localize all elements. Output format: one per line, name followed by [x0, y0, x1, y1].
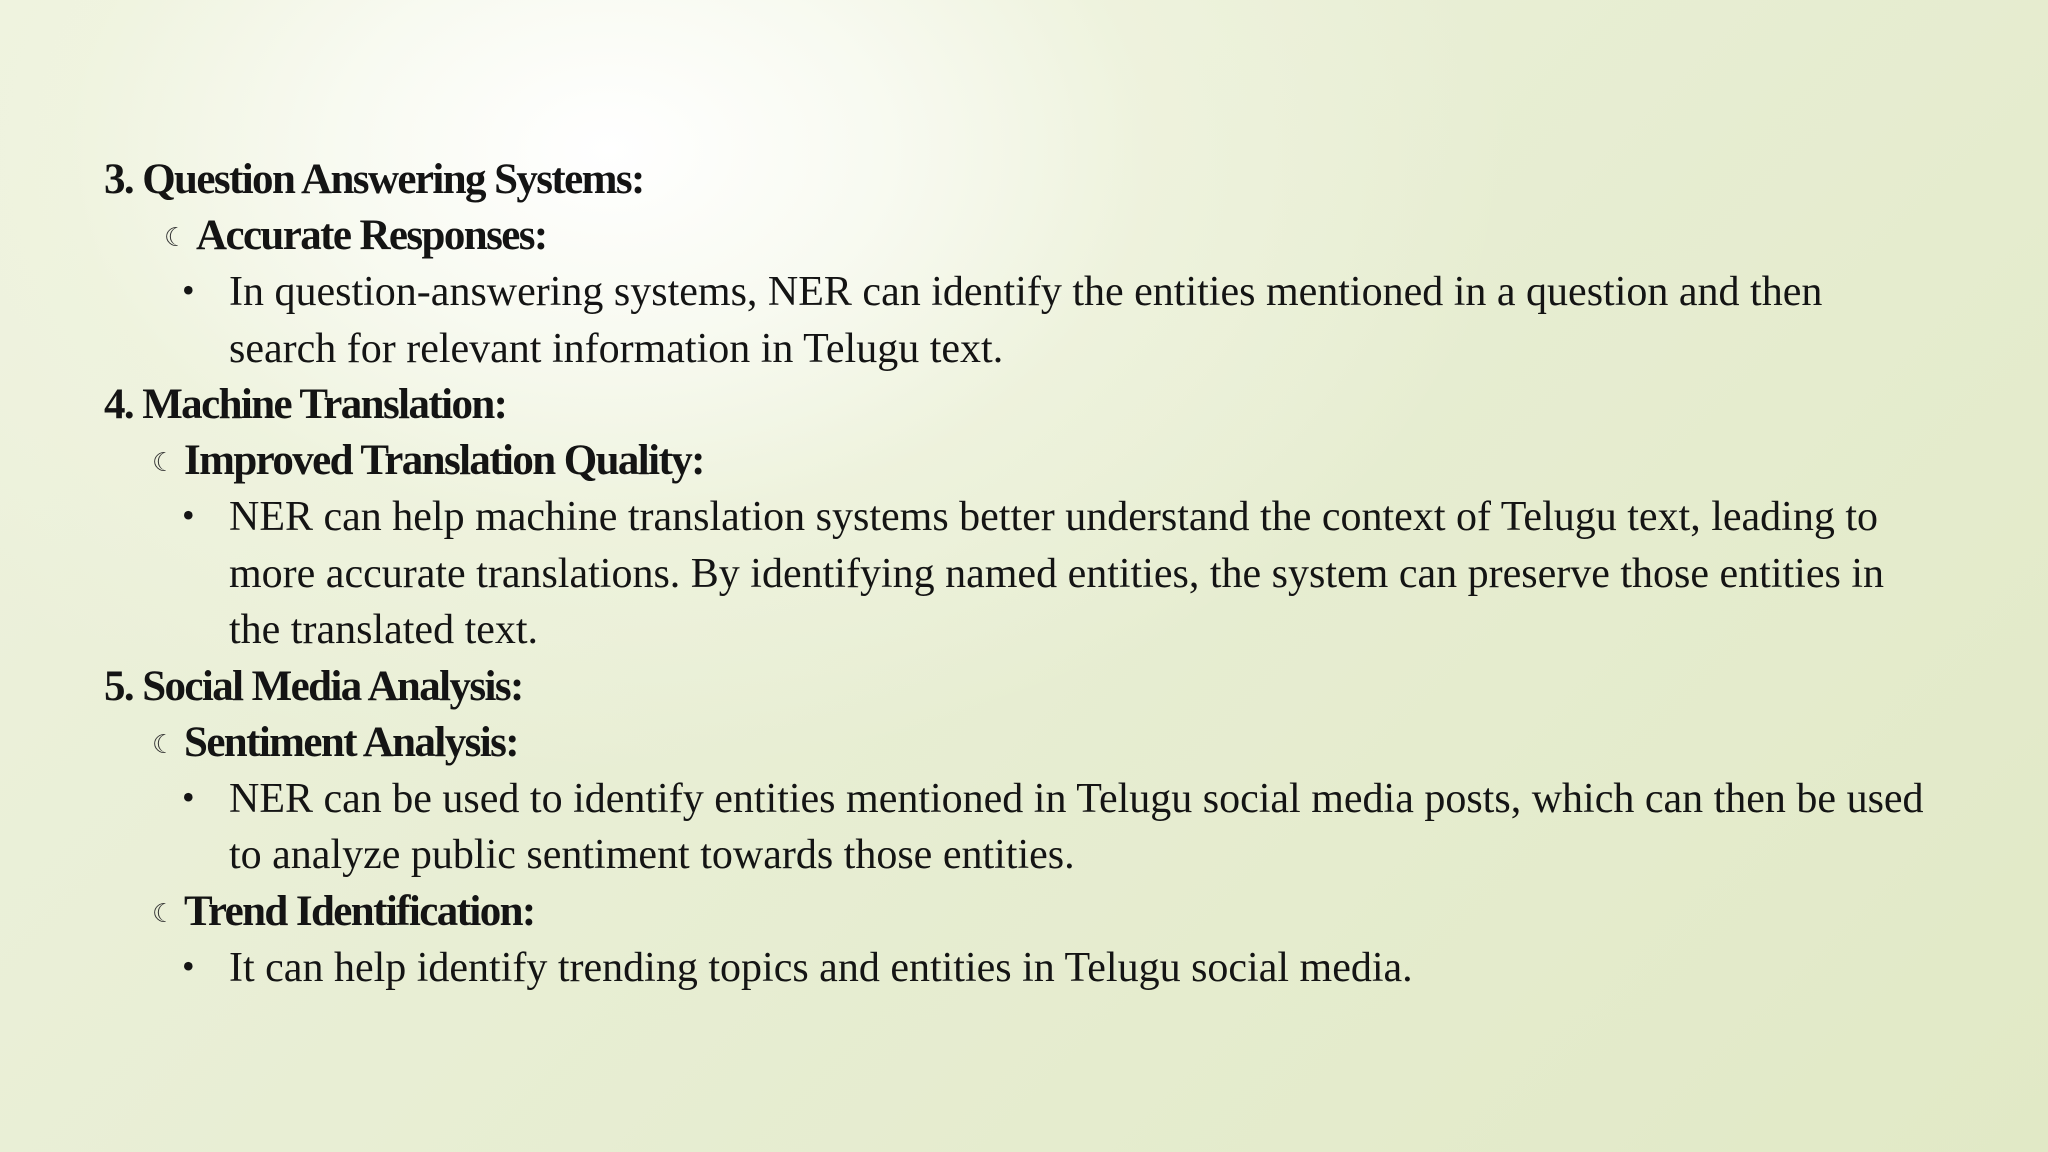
bullet-icon: • — [182, 270, 195, 310]
section-heading: 5. Social Media Analysis: — [104, 662, 523, 710]
bullet-item — [104, 771, 1934, 884]
bullet-text: NER can be used to identify entities mentioned in Telugu social media posts, which can then be used to analyze public sentiment towards those entities. — [229, 775, 1924, 878]
slide-content — [104, 152, 2004, 996]
subsection-title-text: Improved Translation Quality: — [184, 437, 704, 484]
bullet-text: In question-answering systems, NER can identify the entities mentioned in a question and then search for relevant information in Telugu text. — [229, 269, 1823, 372]
crescent-moon-icon: ☾ — [152, 448, 174, 477]
bullet-text: It can help identify trending topics and entities in Telugu social media. — [229, 944, 1413, 991]
bullet-icon: • — [182, 945, 195, 986]
section-question-answering — [104, 152, 2004, 377]
section-machine-translation — [104, 377, 2004, 659]
section-social-media-analysis — [104, 659, 2004, 997]
crescent-moon-icon: ☾ — [164, 223, 186, 252]
bullet-item — [104, 489, 1934, 659]
crescent-moon-icon: ☾ — [152, 898, 174, 928]
section-heading: 3. Question Answering Systems: — [104, 156, 644, 203]
bullet-icon: • — [182, 776, 195, 817]
subsection-title-text: Sentiment Analysis: — [184, 718, 518, 766]
subsection-title-text: Trend Identification: — [184, 887, 535, 935]
subsection-title — [104, 208, 2004, 264]
subsection-title — [104, 715, 2004, 771]
subsection-title — [104, 884, 2004, 940]
bullet-icon: • — [182, 495, 195, 535]
subsection-title-text: Accurate Responses: — [196, 212, 547, 259]
subsection-title — [104, 433, 2004, 489]
bullet-text: NER can help machine translation systems better understand the context of Telugu text, leading to more accurate translations. By identifying named entities, the system can preserve those entities in the translated text. — [229, 494, 1885, 653]
crescent-moon-icon: ☾ — [152, 729, 174, 759]
bullet-item — [104, 264, 1934, 377]
bullet-item — [104, 940, 1934, 997]
section-heading: 4. Machine Translation: — [104, 381, 507, 428]
